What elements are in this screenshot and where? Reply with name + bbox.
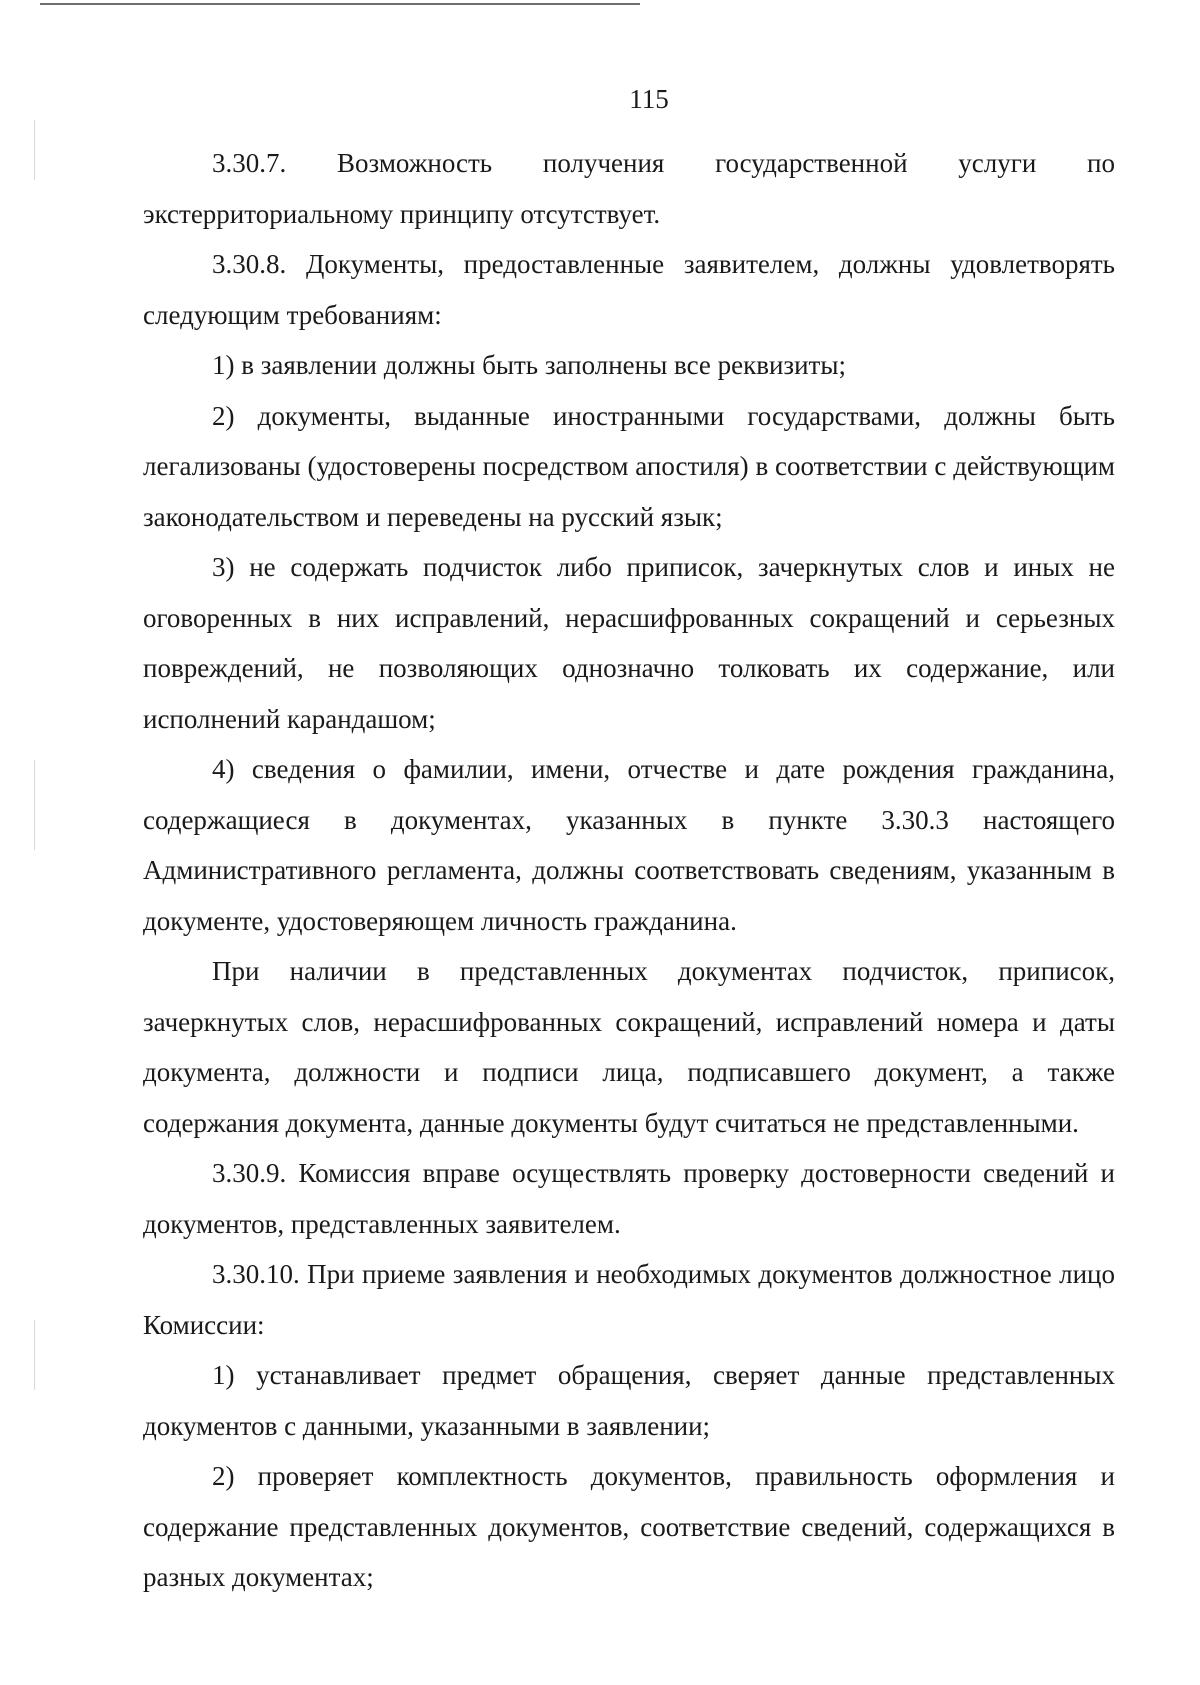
page-number: 115: [629, 84, 669, 114]
paragraph-3-30-8: 3.30.8. Документы, предоставленные заявителем, должны удовлетворять следующим требованиям:: [143, 249, 1115, 330]
list-item-1: 1) в заявлении должны быть заполнены все реквизиты;: [212, 350, 846, 380]
document-page: [143, 82, 1115, 1603]
paragraph-3-30-7: 3.30.7. Возможность получения государственной услуги по экстерриториальному принципу отсутствует.: [143, 148, 1115, 229]
list-item-1-intake: 1) устанавливает предмет обращения, сверяет данные представленных документов с данными, указанными в заявлении;: [143, 1360, 1115, 1441]
paragraph-3-30-10: 3.30.10. При приеме заявления и необходимых документов должностное лицо Комиссии:: [143, 1259, 1115, 1340]
list-item-3: 3) не содержать подчисток либо приписок, зачеркнутых слов и иных не оговоренных в них исправлений, нерасшифрованных сокращений и серьезных повреждений, не позволяющих однозначно толковать их содержание, или исполнений карандашом;: [143, 552, 1115, 734]
scan-margin-mark: [34, 760, 35, 850]
paragraph-rejection-note: При наличии в представленных документах подчисток, приписок, зачеркнутых слов, нерасшифрованных сокращений, исправлений номера и даты документа, должности и подписи лица, подписавшего документ, а также содержания документа, данные документы будут считаться не представленными.: [143, 956, 1115, 1138]
paragraph-3-30-9: 3.30.9. Комиссия вправе осуществлять проверку достоверности сведений и документов, представленных заявителем.: [143, 1158, 1115, 1239]
scan-margin-mark: [34, 1320, 35, 1390]
scan-edge-line: [40, 3, 640, 5]
list-item-2: 2) документы, выданные иностранными государствами, должны быть легализованы (удостоверены посредством апостиля) в соответствии с действующим законодательством и переведены на русский язык;: [143, 400, 1115, 532]
list-item-4: 4) сведения о фамилии, имени, отчестве и дате рождения гражданина, содержащиеся в документах, указанных в пункте 3.30.3 настоящего Административного регламента, должны соответствовать сведениям, указанным в документе, удостоверяющем личность гражданина.: [143, 754, 1115, 936]
list-item-2-intake: 2) проверяет комплектность документов, правильность оформления и содержание представленных документов, соответствие сведений, содержащихся в разных документах;: [143, 1461, 1115, 1592]
scan-margin-mark: [34, 120, 35, 180]
